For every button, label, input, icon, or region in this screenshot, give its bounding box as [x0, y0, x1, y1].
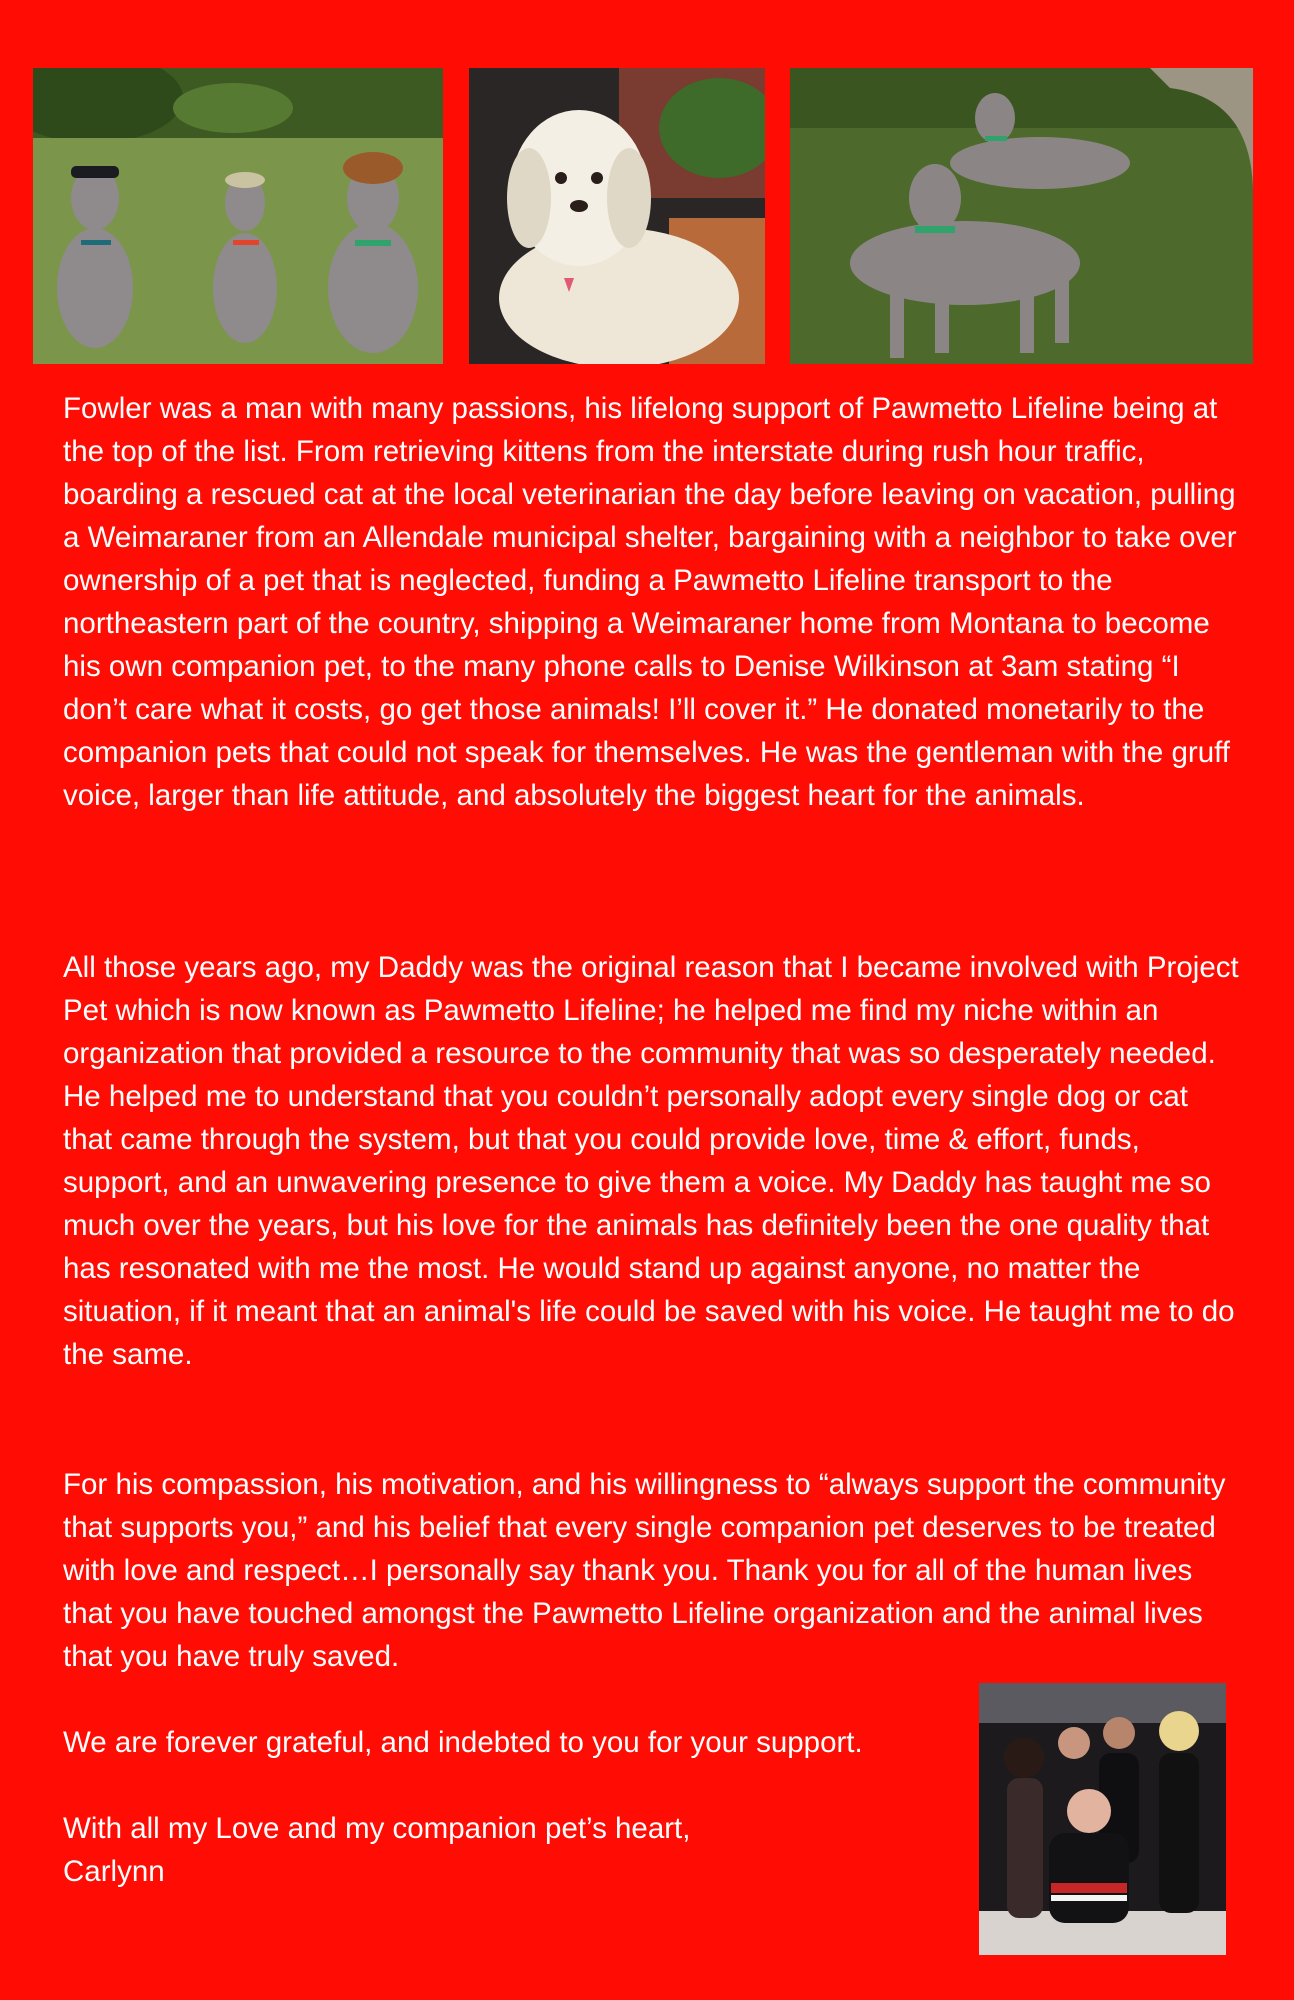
letter-paragraph-3: For his compassion, his motivation, and his willingness to “always support the community that supports you,” and his belief that every single companion pet deserves to be treated with love and respect…I personally say thank you. Thank you for all of the human lives that you have touched amongst the Pawmetto Lifeline organization and the animal lives that you have truly saved.	[63, 1468, 1226, 1673]
letter-paragraph-2: All those years ago, my Daddy was the original reason that I became involved with Project Pet which is now known as Pawmetto Lifeline; he helped me find my niche within an organization that provided a resource to the community that was so desperately needed. He helped me to understand that you couldn’t personally adopt every single dog or cat that came through the system, but that you could provide love, time & effort, funds, support, and an unwavering presence to give them a voice. My Daddy has taught me so much over the years, but his love for the animals has definitely been the one quality that has resonated with me the most. He would stand up against anyone, no matter the situation, if it meant that an animal's life could be saved with his voice. He taught me to do the same.	[63, 951, 1239, 1371]
letter-paragraph-1: Fowler was a man with many passions, his lifelong support of Pawmetto Lifeline being at the top of the list. From retrieving kittens from the interstate during rush hour traffic, boarding a rescued cat at the local veterinarian the day before leaving on vacation, pulling a Weimaraner from an Allendale municipal shelter, bargaining with a neighbor to take over ownership of a pet that is neglected, funding a Pawmetto Lifeline transport to the northeastern part of the country, shipping a Weimaraner home from Montana to become his own companion pet, to the many phone calls to Denise Wilkinson at 3am stating “I don’t care what it costs, go get those animals! I’ll cover it.” He donated monetarily to the companion pets that could not speak for themselves. He was the gentleman with the gruff voice, larger than life attitude, and absolutely the biggest heart for the animals.	[63, 392, 1237, 812]
photo-fluffy-dog	[469, 68, 765, 364]
closing-line: With all my Love and my companion pet’s heart,	[63, 1812, 691, 1845]
family-image	[979, 1683, 1226, 1955]
fluffy-dog-image	[469, 68, 765, 364]
two-weimaraners-image	[790, 68, 1253, 364]
photo-family	[979, 1683, 1226, 1955]
letter-paragraph-4: We are forever grateful, and indebted to you for your support.	[63, 1726, 863, 1759]
signature: Carlynn	[63, 1855, 165, 1888]
weimaraners-with-hats-image	[33, 68, 443, 364]
photo-weimaraners-with-hats	[33, 68, 443, 364]
photo-two-weimaraners	[790, 68, 1253, 364]
